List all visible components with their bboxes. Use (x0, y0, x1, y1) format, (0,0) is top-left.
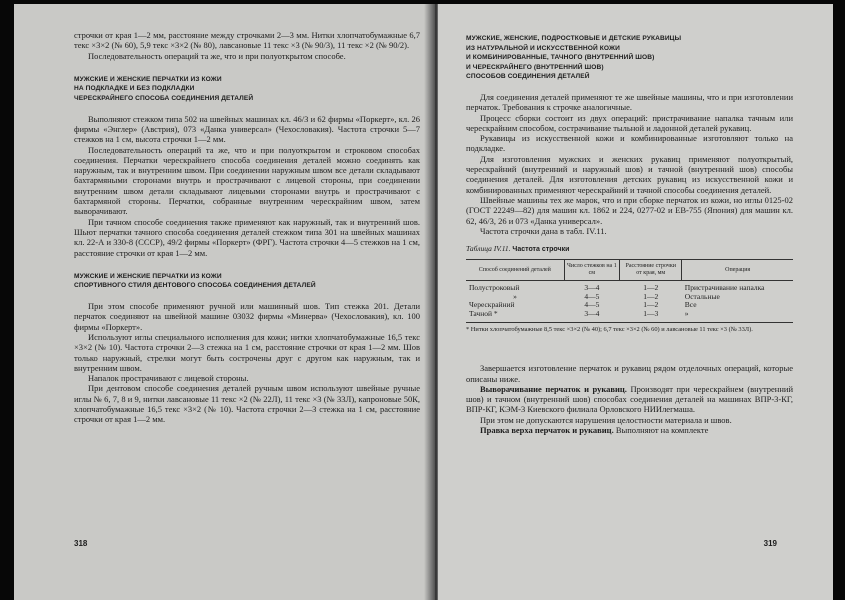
table-cell: 3—4 (584, 283, 600, 293)
page-number: 318 (74, 539, 88, 548)
text-paragraph (466, 384, 793, 415)
text-paragraph: строчки от края 1—2 мм, расстояние между строчками 2—3 мм. Нитки хлопчатобумажные 6,7 текс ×3×2 (№ 60), 5,9 текс ×3×2 (№ 80), лавсановые 11 текс ×3 (№ 90/3), 11 текс ×2 (№ 90/2). (74, 30, 420, 51)
text-paragraph: Рукавицы из искусственной кожи и комбинированные изготовляют только на подкладке. (466, 133, 793, 154)
section-heading (74, 272, 420, 291)
table-cell: Полустроковый (469, 283, 520, 293)
table-header-cell: Способ соединений деталей (466, 260, 564, 281)
text-paragraph: Для соединения деталей применяют те же швейные машины, что и при изготовлении перчаток. Требования к строчке аналогичные. (466, 91, 793, 113)
page-number: 319 (763, 539, 777, 548)
table-cell: Тачной * (466, 310, 564, 322)
table-cell: Остальные (684, 291, 720, 301)
table-caption-title: Частота строчки (512, 246, 570, 254)
heading-line: И КОМБИНИРОВАННЫЕ, ТАЧНОГО (ВНУТРЕННИЙ ШОВ) (466, 54, 655, 62)
table-header-cell: Расстояние строчки от края, мм (620, 260, 682, 281)
heading-line: СПОСОБОВ СОЕДИНЕНИЯ ДЕТАЛЕЙ (466, 73, 590, 81)
table-cell: Все (684, 300, 697, 310)
section-heading (466, 34, 793, 82)
text-paragraph: Процесс сборки состоит из двух операций: пристрачивание напалка тачным или черескрайним способом, сострачивание тыльной и ладонной деталей рукавиц. (466, 112, 793, 133)
text-paragraph: При дентовом способе соединения деталей ручным швом используют швейные ручные иглы № 6, 7, 8 и 9, нитки лавсановые 11 текс ×2 (№ 22Л), 11 текс ×3 (№ 33Л), капроновые 50К, хлопчатобумажные 16,5 текс ×3×2 (№ 10). Частота строчки 2—3 стежка на 1 см, расстояние строчки от края 1—2 мм. (74, 383, 420, 425)
heading-line: ЧЕРЕСКРАЙНЕГО СПОСОБА СОЕДИНЕНИЯ ДЕТАЛЕЙ (74, 95, 254, 103)
table-cell: 1—3 (620, 310, 682, 322)
table-cell: Пристрачивание напалка (684, 283, 765, 293)
left-page (14, 4, 432, 600)
table-header-row (466, 260, 793, 281)
heading-line: СПОРТИВНОГО СТИЛЯ ДЕНТОВОГО СПОСОБА СОЕДИНЕНИЯ ДЕТАЛЕЙ (74, 282, 316, 290)
heading-line: ИЗ НАТУРАЛЬНОЙ И ИСКУССТВЕННОЙ КОЖИ (466, 44, 620, 52)
stitch-frequency-table (466, 259, 793, 322)
heading-line: МУЖСКИЕ, ЖЕНСКИЕ, ПОДРОСТКОВЫЕ И ДЕТСКИЕ РУКАВИЦЫ (466, 35, 682, 42)
text-paragraph: При тачном способе соединения также применяют как наружный, так и внутренний шов. Шьют перчатки тачного способа соединения деталей стежком типа 301 на швейных машинах кл. 22-А и 330-8 (СССР), 49/2 фирмы «Поркерт» (ФРГ). Частота строчки 4—5 стежков на 1 см, расстояние строчки от края 1—2 мм. (74, 216, 420, 258)
right-page (438, 4, 833, 600)
heading-line: НА ПОДКЛАДКЕ И БЕЗ ПОДКЛАДКИ (74, 85, 195, 93)
heading-line: МУЖСКИЕ И ЖЕНСКИЕ ПЕРЧАТКИ ИЗ КОЖИ (74, 75, 222, 83)
table-row (466, 293, 793, 302)
paragraph-body: Производят при черескрайнем (внутренний шов) и тачном (внутренний шов) способах соединения деталей на машинах ВПР-3-КГ, ВПР-КГ, КЭМ-3 Киевского филиала Орловского НИИлегмаша. (466, 383, 793, 415)
table-cell: Черескрайний (469, 300, 515, 310)
text-paragraph: Завершается изготовление перчаток и рукавиц рядом отделочных операций, которые описаны ниже. (466, 363, 793, 384)
table-row (466, 281, 793, 293)
text-paragraph: При этом не допускаются нарушения целостности материала и швов. (480, 414, 732, 425)
table-cell: 4—5 (584, 291, 600, 301)
run-in-heading: Правка верха перчаток и рукавиц. (480, 425, 614, 436)
text-paragraph: Для изготовления мужских и женских рукавиц применяют полуоткрытый, черескрайний (внутренний и наружный шов) и тачной (внутренний шов) способы соединения деталей. Для изготовления детских рукавиц из искусственной кожи и комбинированных применяют черескрайний и тачной способы соединения деталей. (466, 153, 793, 195)
table-header-cell: Число стежков на 1 см (564, 260, 620, 281)
table-cell: 4—5 (584, 300, 600, 310)
table-cell: » (513, 291, 517, 301)
text-paragraph: Последовательность операций та же, что и при полуоткрытом способе. (88, 50, 346, 61)
text-paragraph: Частота строчки дана в табл. IV.11. (480, 225, 607, 236)
text-paragraph: Напалок прострачивают с лицевой стороны. (88, 373, 249, 384)
heading-line: МУЖСКИЕ И ЖЕНСКИЕ ПЕРЧАТКИ ИЗ КОЖИ (74, 272, 222, 280)
table-cell: 3—4 (564, 310, 620, 322)
table-header-cell: Операция (682, 260, 793, 281)
heading-line: И ЧЕРЕСКРАЙНЕГО (ВНУТРЕННИЙ ШОВ) (466, 63, 604, 71)
table-cell: » (682, 310, 793, 322)
table-footnote: * Нитки хлопчатобумажные 8,5 текс ×3×2 (№ 40); 6,7 текс ×3×2 (№ 60) и лавсановые 11 текс ×3 (№ 33Л). (466, 325, 753, 333)
text-paragraph: Последовательность операций та же, что и при полуоткрытом и строковом способах соединения. Перчатки черескрайнего способа соединения деталей можно соединять как наружным, так и внутренним швом. При соединении наружным швом все детали складывают бахтармяными сторонами внутрь и прострачивают с лицевой стороны, при соединении внутренним швом детали складывают лицевыми сторонами внутрь и прострачивают с бахтармяной стороны. Перчатки, собранные внутренним черескрайним швом, затем выворачивают. (74, 144, 420, 217)
table-caption (466, 244, 793, 253)
run-in-heading: Выворачивание перчаток и рукавиц. (480, 383, 627, 394)
table-row (466, 310, 793, 322)
section-heading (74, 75, 420, 104)
table-cell: 1—2 (643, 291, 659, 301)
text-paragraph: Выполняют стежком типа 502 на швейных машинах кл. 46/3 и 62 фирмы «Поркерт», кл. 26 фирмы «Энглер» (Австрия), 073 «Данка универсал» (Чехословакия). Частота строчки 5—7 стежков на 1 см, высота строчки 1—2 мм. (74, 113, 420, 145)
text-paragraph (466, 425, 793, 435)
table-caption-prefix: Таблица IV.11. (466, 244, 511, 254)
table-row (466, 301, 793, 310)
table-cell: 1—2 (643, 283, 659, 293)
paragraph-body: Выполняют на комплекте (615, 425, 709, 436)
text-paragraph: Швейные машины тех же марок, что и при сборке перчаток из кожи, но иглы 0125-02 (ГОСТ 22249—82) для машин кл. 1862 и 224, 0277-02 и ЕВ-755 (Япония) для машин кл. 62, 46/3, 26 и 073 «Данка универсал». (466, 194, 793, 226)
text-paragraph: Используют иглы специального исполнения для кожи; нитки хлопчатобумажные 16,5 текс ×3×2 (№ 10). Частота строчки 2—3 стежка на 1 см, расстояние строчки от края 1—2 мм. Шов только наружный, стрелки могут быть сострочены друг с другом как наружным, так и внутренним швом. (74, 331, 420, 373)
text-paragraph: При этом способе применяют ручной или машинный шов. Тип стежка 201. Детали перчаток соединяют на швейной машине 03032 фирмы «Минерва» (Чехословакия), кл. 100 фирмы «Поркерт». (74, 301, 420, 332)
table-cell: 1—2 (643, 300, 659, 310)
